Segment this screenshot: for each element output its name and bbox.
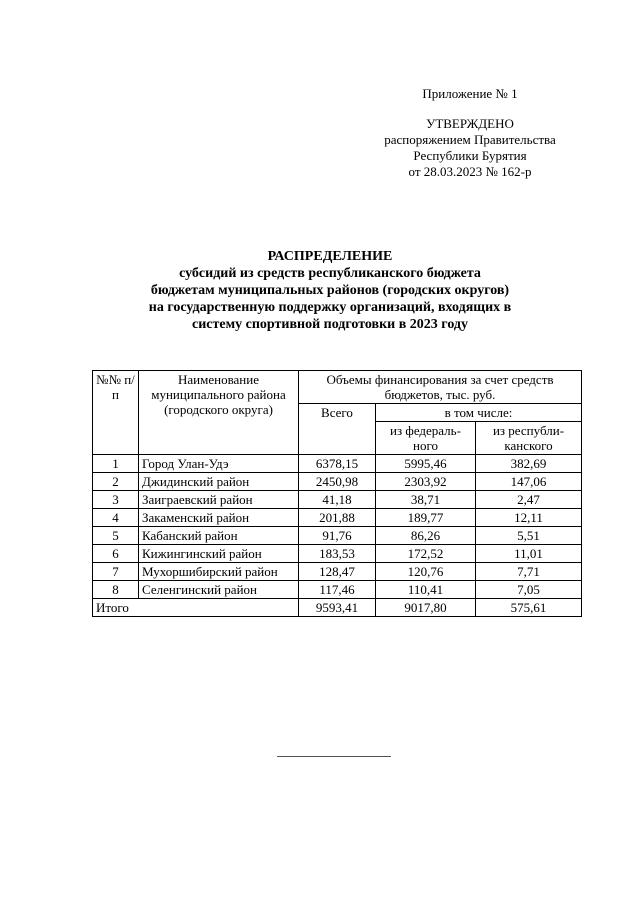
row-num: 7 [93, 563, 139, 581]
table-row [93, 509, 582, 527]
row-republic: 382,69 [476, 455, 582, 473]
row-total: 128,47 [299, 563, 376, 581]
row-num: 4 [93, 509, 139, 527]
row-num: 5 [93, 527, 139, 545]
approval-line-1: распоряжением Правительства [384, 132, 556, 147]
document-title [80, 248, 580, 333]
row-total: 183,53 [299, 545, 376, 563]
row-num: 6 [93, 545, 139, 563]
title-line-5: систему спортивной подготовки в 2023 году [192, 317, 468, 332]
approval-stamp: УТВЕРЖДЕНО [426, 116, 514, 131]
title-line-2: субсидий из средств республиканского бюджета [179, 266, 481, 281]
table-row [93, 545, 582, 563]
header-name: Наименование муниципального района (городского округа) [139, 371, 299, 455]
row-total: 41,18 [299, 491, 376, 509]
totals-total: 9593,41 [299, 599, 376, 617]
row-num: 8 [93, 581, 139, 599]
appendix-label: Приложение № 1 [422, 86, 518, 101]
approval-block [360, 116, 580, 180]
row-num: 2 [93, 473, 139, 491]
row-republic: 147,06 [476, 473, 582, 491]
row-federal: 189,77 [376, 509, 476, 527]
footer-divider [277, 756, 391, 757]
row-republic: 11,01 [476, 545, 582, 563]
row-federal: 86,26 [376, 527, 476, 545]
header-republic: из республи-канского [476, 422, 582, 455]
row-name: Джидинский район [139, 473, 299, 491]
header-federal: из федераль-ного [376, 422, 476, 455]
row-federal: 2303,92 [376, 473, 476, 491]
row-name: Город Улан-Удэ [139, 455, 299, 473]
approval-line-3: от 28.03.2023 № 162-р [408, 164, 532, 179]
table-row [93, 563, 582, 581]
header-total: Всего [299, 404, 376, 455]
header-including: в том числе: [376, 404, 582, 422]
table-row [93, 455, 582, 473]
totals-federal: 9017,80 [376, 599, 476, 617]
row-name: Кижингинский район [139, 545, 299, 563]
row-name: Мухоршибирский район [139, 563, 299, 581]
header-num: №№ п/п [93, 371, 139, 455]
approval-line-2: Республики Бурятия [413, 148, 527, 163]
row-name: Кабанский район [139, 527, 299, 545]
table-row [93, 473, 582, 491]
distribution-table [92, 370, 582, 617]
row-num: 1 [93, 455, 139, 473]
row-federal: 120,76 [376, 563, 476, 581]
row-total: 2450,98 [299, 473, 376, 491]
totals-label: Итого [93, 599, 299, 617]
table-row [93, 581, 582, 599]
table-row [93, 527, 582, 545]
row-name: Закаменский район [139, 509, 299, 527]
totals-republic: 575,61 [476, 599, 582, 617]
totals-row [93, 599, 582, 617]
row-federal: 172,52 [376, 545, 476, 563]
row-republic: 7,05 [476, 581, 582, 599]
row-total: 117,46 [299, 581, 376, 599]
row-republic: 7,71 [476, 563, 582, 581]
row-total: 201,88 [299, 509, 376, 527]
row-republic: 2,47 [476, 491, 582, 509]
row-republic: 5,51 [476, 527, 582, 545]
row-num: 3 [93, 491, 139, 509]
row-republic: 12,11 [476, 509, 582, 527]
title-line-4: на государственную поддержку организаций, входящих в [148, 300, 512, 315]
row-federal: 38,71 [376, 491, 476, 509]
table-row [93, 491, 582, 509]
title-line-1: РАСПРЕДЕЛЕНИЕ [267, 249, 393, 264]
row-name: Заиграевский район [139, 491, 299, 509]
row-federal: 5995,46 [376, 455, 476, 473]
row-total: 6378,15 [299, 455, 376, 473]
header-funding: Объемы финансирования за счет средств бюджетов, тыс. руб. [299, 371, 582, 404]
row-total: 91,76 [299, 527, 376, 545]
title-line-3: бюджетам муниципальных районов (городских округов) [150, 283, 510, 298]
row-name: Селенгинский район [139, 581, 299, 599]
row-federal: 110,41 [376, 581, 476, 599]
